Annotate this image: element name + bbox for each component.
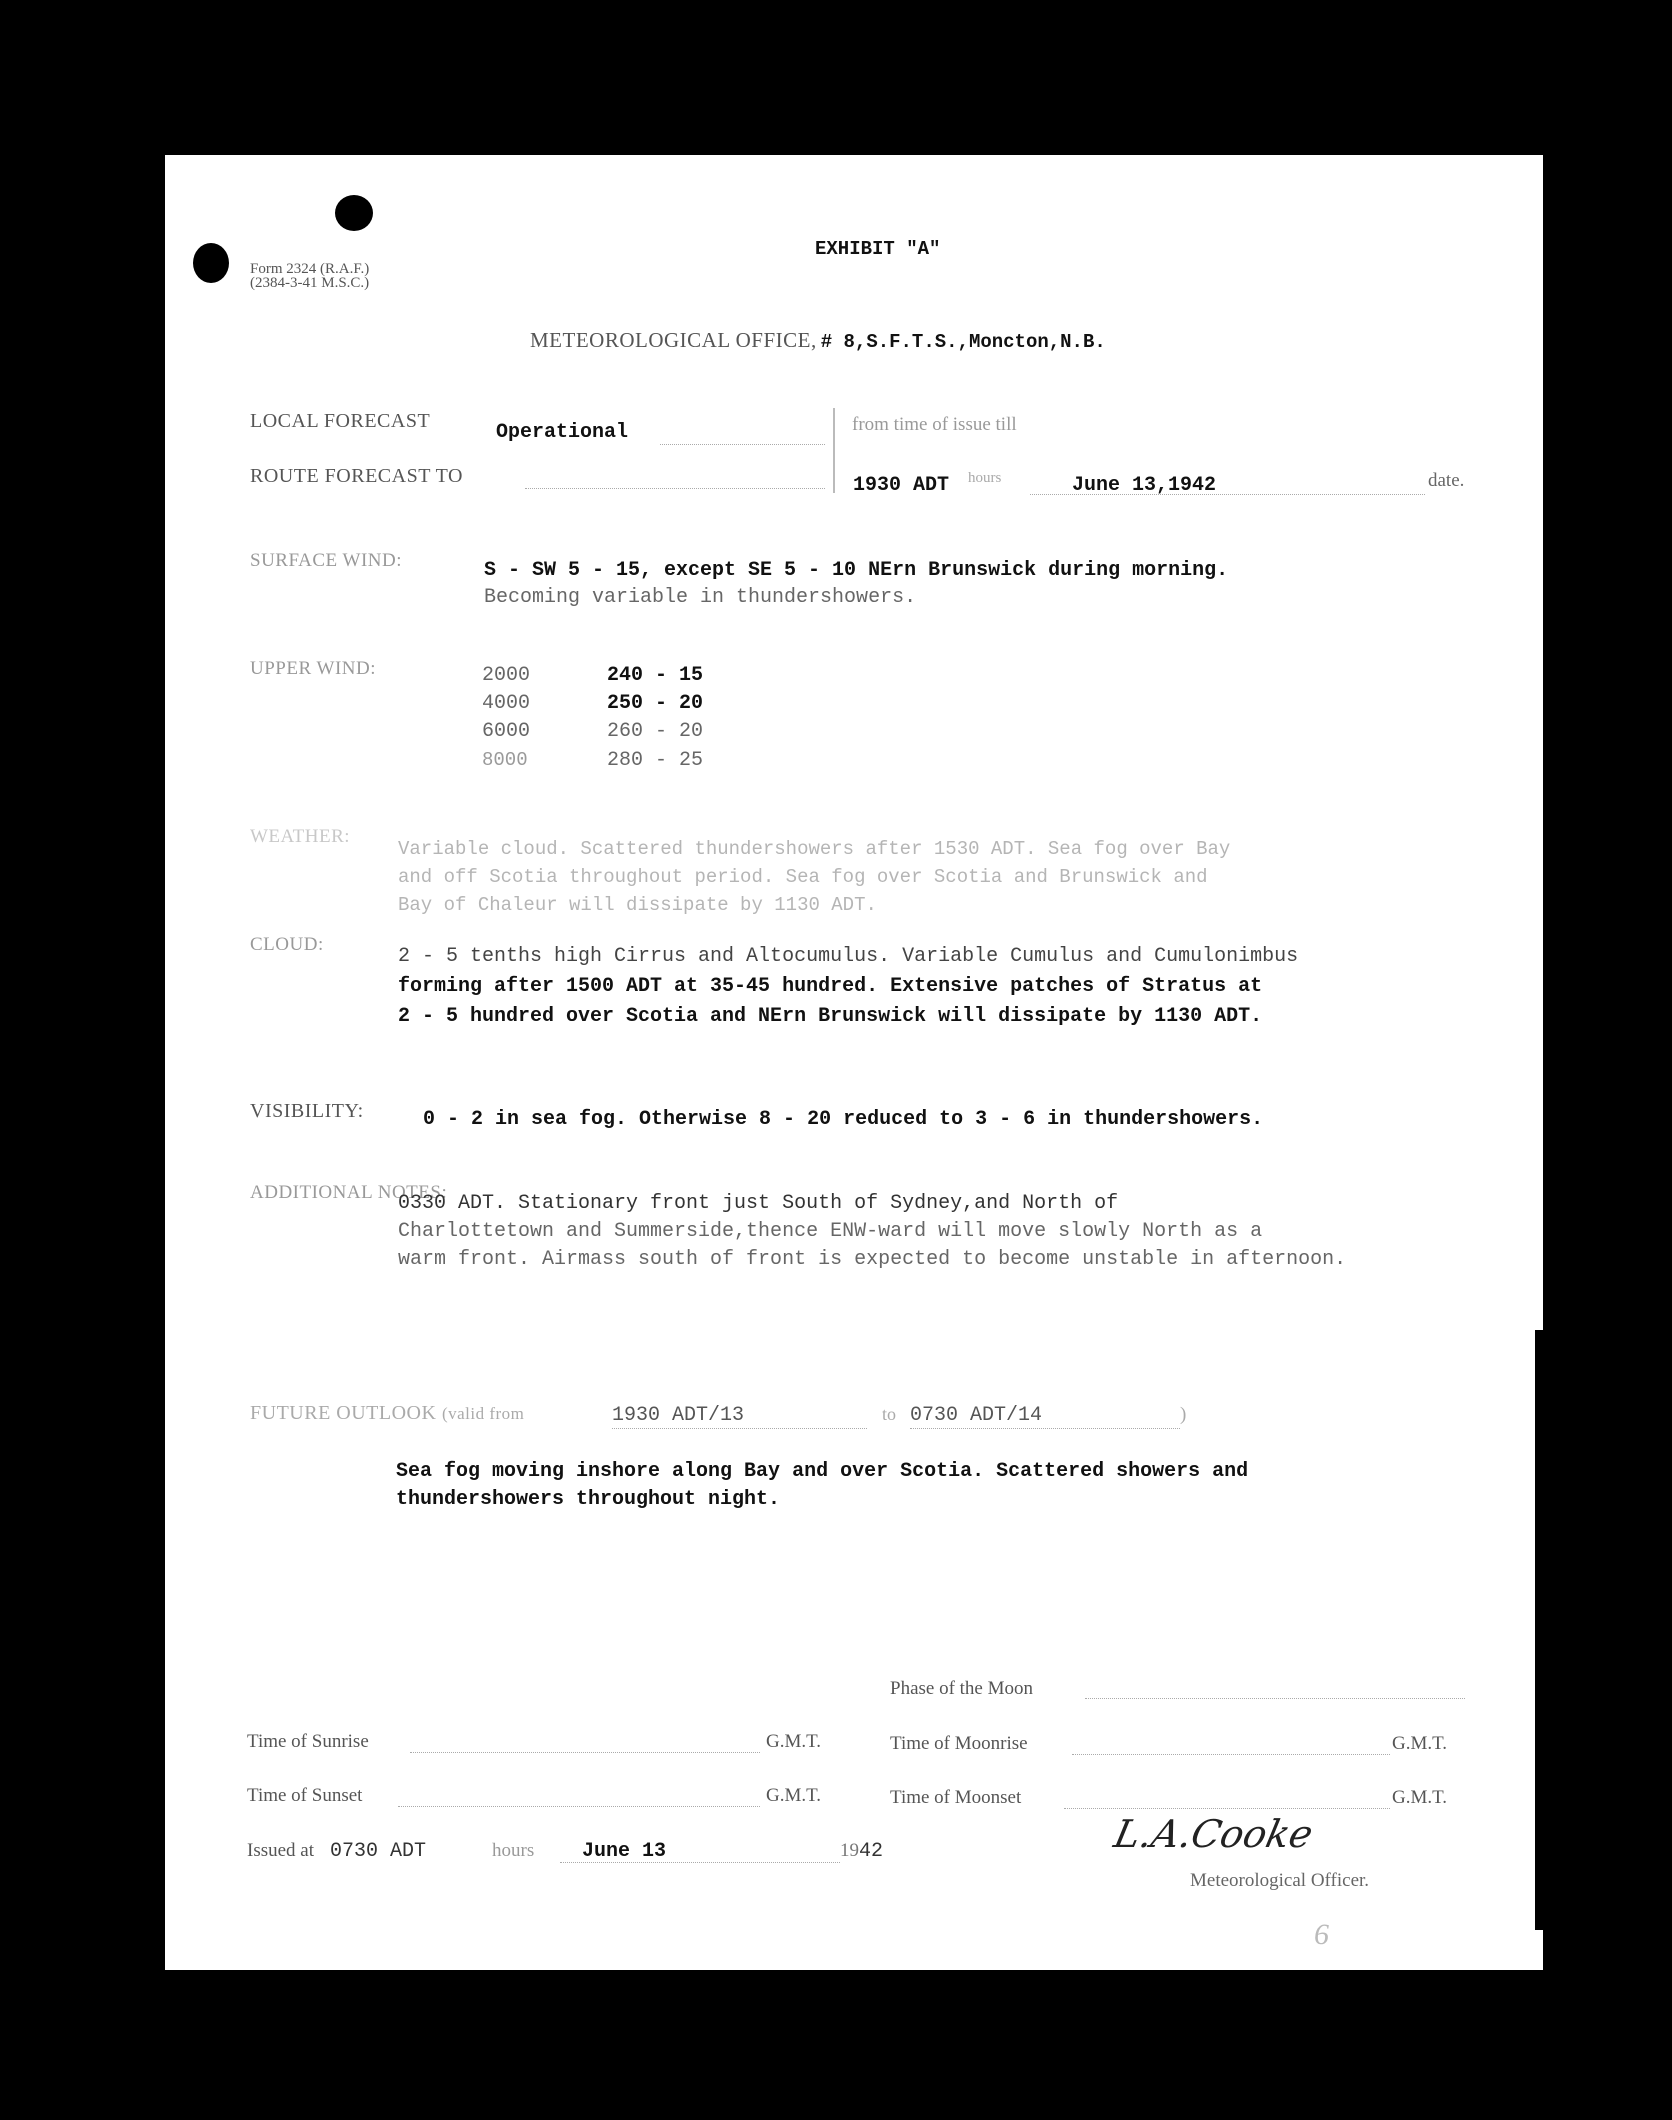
additional-notes-text bbox=[398, 1190, 1346, 1274]
surface-wind-text bbox=[484, 557, 1228, 611]
surface-wind-label: SURFACE WIND: bbox=[250, 550, 403, 571]
dotted-line bbox=[1064, 1808, 1390, 1809]
outlook-from-value: 1930 ADT/13 bbox=[612, 1404, 745, 1427]
route-forecast-label: ROUTE FORECAST TO bbox=[250, 465, 463, 487]
form-code-line: (2384-3-41 M.S.C.) bbox=[250, 275, 370, 291]
upper-wind-row bbox=[482, 746, 703, 775]
dotted-line bbox=[525, 488, 825, 489]
upper-wind-table bbox=[482, 662, 703, 775]
future-outlook-line: thundershowers throughout night. bbox=[396, 1488, 781, 1511]
form-code-line: Form 2324 (R.A.F.) bbox=[250, 261, 370, 277]
office-value: # 8,S.F.T.S.,Moncton,N.B. bbox=[820, 331, 1106, 353]
weather-line: and off Scotia throughout period. Sea fog over Scotia and Brunswick and bbox=[398, 866, 1208, 888]
dotted-line bbox=[1085, 1698, 1465, 1699]
header-separator bbox=[833, 408, 835, 493]
future-outlook-text bbox=[396, 1458, 1248, 1514]
moonset-gmt: G.M.T. bbox=[1392, 1787, 1448, 1808]
cloud-label: CLOUD: bbox=[250, 934, 324, 955]
weather-label: WEATHER: bbox=[250, 826, 351, 847]
upper-wind-value: 280 - 25 bbox=[607, 749, 704, 772]
upper-wind-height: 2000 bbox=[482, 664, 531, 687]
sunrise-gmt: G.M.T. bbox=[766, 1731, 822, 1752]
additional-notes-label: ADDITIONAL NOTES: bbox=[250, 1182, 448, 1203]
outlook-to-value: 0730 ADT/14 bbox=[910, 1404, 1043, 1427]
issued-time: 0730 ADT bbox=[330, 1840, 427, 1863]
cloud-line: forming after 1500 ADT at 35-45 hundred. Extensive patches of Stratus at bbox=[398, 975, 1263, 998]
officer-signature: L.A.Cooke bbox=[1110, 1812, 1317, 1856]
office-heading bbox=[530, 328, 1106, 353]
issued-year bbox=[840, 1840, 883, 1863]
upper-wind-row bbox=[482, 718, 703, 746]
punch-hole bbox=[193, 243, 229, 283]
sunset-gmt: G.M.T. bbox=[766, 1785, 822, 1806]
weather-line: Bay of Chaleur will dissipate by 1130 ADT. bbox=[398, 894, 877, 916]
moonrise-label: Time of Moonrise bbox=[890, 1733, 1028, 1754]
upper-wind-label: UPPER WIND: bbox=[250, 658, 377, 679]
cloud-line: 2 - 5 tenths high Cirrus and Altocumulus. Variable Cumulus and Cumulonimbus bbox=[398, 945, 1299, 968]
until-time-value: 1930 ADT bbox=[853, 474, 950, 497]
cloud-line: 2 - 5 hundred over Scotia and NErn Brunswick will dissipate by 1130 ADT. bbox=[398, 1005, 1263, 1028]
dotted-line bbox=[612, 1428, 867, 1429]
visibility-label: VISIBILITY: bbox=[250, 1100, 364, 1122]
visibility-value: 0 - 2 in sea fog. Otherwise 8 - 20 reduced to 3 - 6 in thundershowers. bbox=[423, 1108, 1264, 1131]
surface-wind-line: S - SW 5 - 15, except SE 5 - 10 NErn Brunswick during morning. bbox=[484, 559, 1229, 582]
valid-from-label: (valid from bbox=[441, 1404, 525, 1423]
from-time-label: from time of issue till bbox=[852, 414, 1017, 435]
dotted-line bbox=[1072, 1754, 1390, 1755]
exhibit-label: EXHIBIT "A" bbox=[815, 238, 941, 260]
issued-year-suffix: 42 bbox=[859, 1840, 884, 1863]
outlook-close-paren: ) bbox=[1180, 1404, 1187, 1425]
weather-text bbox=[398, 835, 1230, 919]
cloud-text bbox=[398, 942, 1298, 1032]
additional-notes-line: 0330 ADT. Stationary front just South of Sydney,and North of bbox=[398, 1192, 1119, 1215]
issued-year-prefix: 19 bbox=[840, 1840, 859, 1861]
issued-date: June 13 bbox=[582, 1840, 667, 1863]
upper-wind-value: 250 - 20 bbox=[607, 692, 704, 715]
future-outlook-line: Sea fog moving inshore along Bay and over Scotia. Scattered showers and bbox=[396, 1460, 1249, 1483]
issued-at-label: Issued at bbox=[247, 1840, 315, 1861]
dotted-line bbox=[410, 1752, 760, 1753]
upper-wind-height: 4000 bbox=[482, 692, 531, 715]
upper-wind-row bbox=[482, 690, 703, 718]
phase-of-moon-label: Phase of the Moon bbox=[890, 1678, 1034, 1699]
form-code bbox=[250, 262, 369, 290]
issued-hours-label: hours bbox=[492, 1840, 535, 1861]
dotted-line bbox=[1030, 494, 1425, 495]
office-label: METEOROLOGICAL OFFICE, bbox=[530, 328, 817, 352]
date-label: date. bbox=[1428, 470, 1465, 491]
page-edge-shadow bbox=[1535, 1330, 1549, 1930]
officer-title: Meteorological Officer. bbox=[1190, 1870, 1370, 1891]
dotted-line bbox=[910, 1428, 1180, 1429]
local-forecast-label: LOCAL FORECAST bbox=[250, 410, 431, 432]
until-date-value: June 13,1942 bbox=[1072, 474, 1217, 497]
local-forecast-value: Operational bbox=[496, 421, 629, 444]
upper-wind-height: 8000 bbox=[482, 749, 528, 771]
upper-wind-height: 6000 bbox=[482, 720, 531, 743]
additional-notes-line: Charlottetown and Summerside,thence ENW-ward will move slowly North as a bbox=[398, 1220, 1263, 1243]
dotted-line bbox=[560, 1862, 840, 1863]
dotted-line bbox=[660, 444, 825, 445]
sunrise-label: Time of Sunrise bbox=[247, 1731, 369, 1752]
outlook-to-label: to bbox=[882, 1404, 897, 1424]
upper-wind-row bbox=[482, 662, 703, 690]
surface-wind-line: Becoming variable in thundershowers. bbox=[484, 586, 917, 609]
future-outlook-heading bbox=[250, 1402, 524, 1425]
sunset-label: Time of Sunset bbox=[247, 1785, 363, 1806]
hours-label: hours bbox=[968, 470, 1002, 486]
moonrise-gmt: G.M.T. bbox=[1392, 1733, 1448, 1754]
moonset-label: Time of Moonset bbox=[890, 1787, 1022, 1808]
upper-wind-value: 260 - 20 bbox=[607, 720, 704, 743]
upper-wind-value: 240 - 15 bbox=[607, 664, 704, 687]
punch-hole bbox=[335, 195, 373, 231]
weather-line: Variable cloud. Scattered thundershowers after 1530 ADT. Sea fog over Bay bbox=[398, 838, 1231, 860]
future-outlook-label: FUTURE OUTLOOK bbox=[250, 1402, 437, 1424]
page-mark: 6 bbox=[1314, 1918, 1329, 1951]
dotted-line bbox=[398, 1806, 760, 1807]
additional-notes-line: warm front. Airmass south of front is expected to become unstable in afternoon. bbox=[398, 1248, 1347, 1271]
